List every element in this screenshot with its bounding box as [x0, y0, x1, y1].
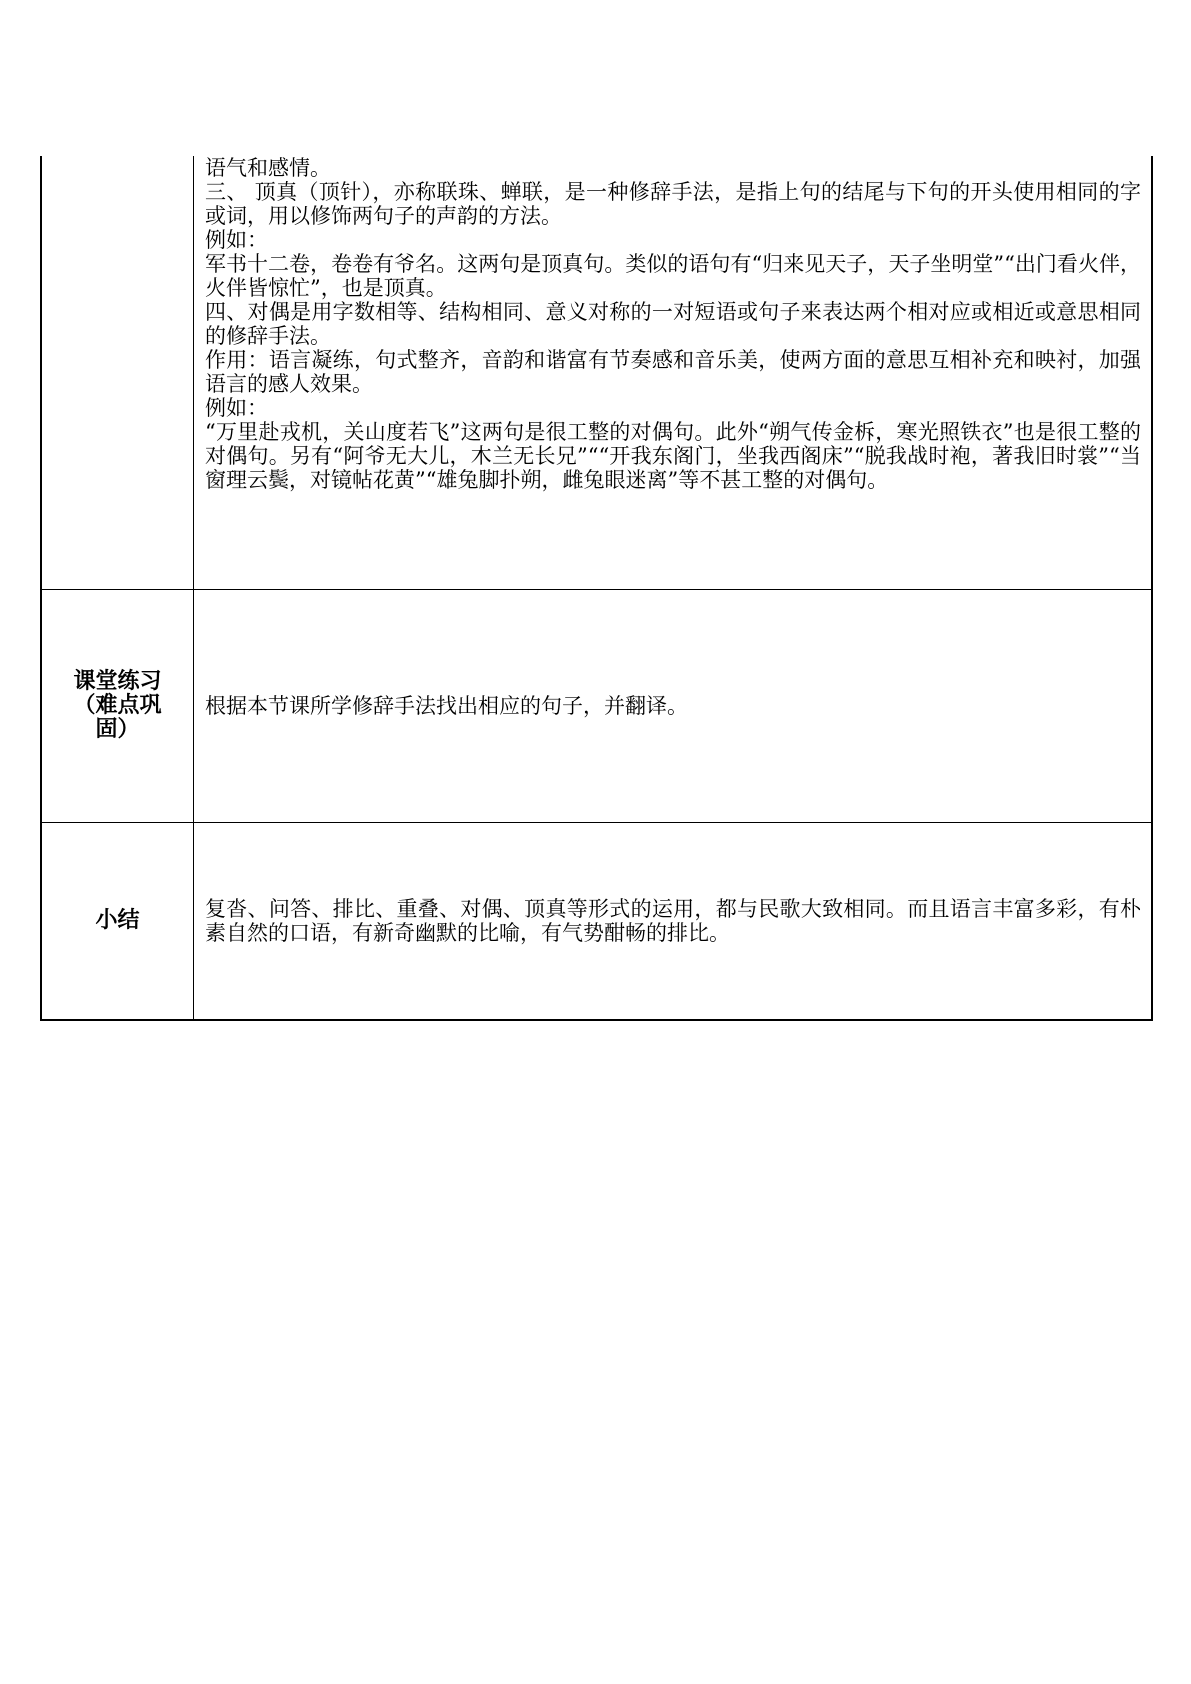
- paragraph: 复沓、问答、排比、重叠、对偶、顶真等形式的运用，都与民歌大致相同。而且语言丰富多彩，有朴素自然的口语，有新奇幽默的比喻，有气势酣畅的排比。: [205, 897, 1141, 945]
- table-row: [41, 156, 1152, 590]
- paragraph: 根据本节课所学修辞手法找出相应的句子，并翻译。: [205, 694, 688, 718]
- rhetoric-explanation: [194, 156, 1151, 492]
- table-row: [41, 823, 1152, 1021]
- paragraph: 三、 顶真（顶针），亦称联珠、蝉联，是一种修辞手法，是指上句的结尾与下句的开头使用相同的字或词，用以修饰两句子的声韵的方法。: [205, 180, 1141, 228]
- classroom-practice-content: [194, 694, 1151, 718]
- paragraph: 四、对偶是用字数相等、结构相同、意义对称的一对短语或句子来表达两个相对应或相近或意思相同的修辞手法。: [205, 300, 1141, 348]
- row-label-cell: [41, 823, 194, 1021]
- row-content-cell: [194, 156, 1153, 590]
- summary-content: [194, 897, 1151, 945]
- row-content-cell: [194, 823, 1153, 1021]
- row-content-cell: [194, 590, 1153, 823]
- row-label-cell: [41, 590, 194, 823]
- lesson-plan-table: [40, 156, 1153, 1021]
- summary-label: 小结: [95, 908, 140, 933]
- paragraph: “万里赴戎机，关山度若飞”这两句是很工整的对偶句。此外“朔气传金柝，寒光照铁衣”也是很工整的对偶句。另有“阿爷无大儿，木兰无长兄”““开我东阁门，坐我西阁床”“脱我战时袍，著我旧时裳”“当窗理云鬓，对镜帖花黄”“雄兔脚扑朔，雌兔眼迷离”等不甚工整的对偶句。: [205, 420, 1141, 492]
- paragraph: 作用：语言凝练，句式整齐，音韵和谐富有节奏感和音乐美，使两方面的意思互相补充和映衬，加强语言的感人效果。: [205, 348, 1141, 396]
- paragraph: 语气和感情。: [205, 156, 331, 180]
- paragraph: 军书十二卷，卷卷有爷名。这两句是顶真句。类似的语句有“归来见天子，天子坐明堂”“出门看火伴，火伴皆惊忙”，也是顶真。: [205, 252, 1141, 300]
- paragraph: 例如：: [205, 228, 268, 252]
- row-label-cell: [41, 156, 194, 590]
- paragraph: 例如：: [205, 396, 268, 420]
- classroom-practice-label: 课堂练习（难点巩固）: [73, 669, 162, 742]
- table-row: [41, 590, 1152, 823]
